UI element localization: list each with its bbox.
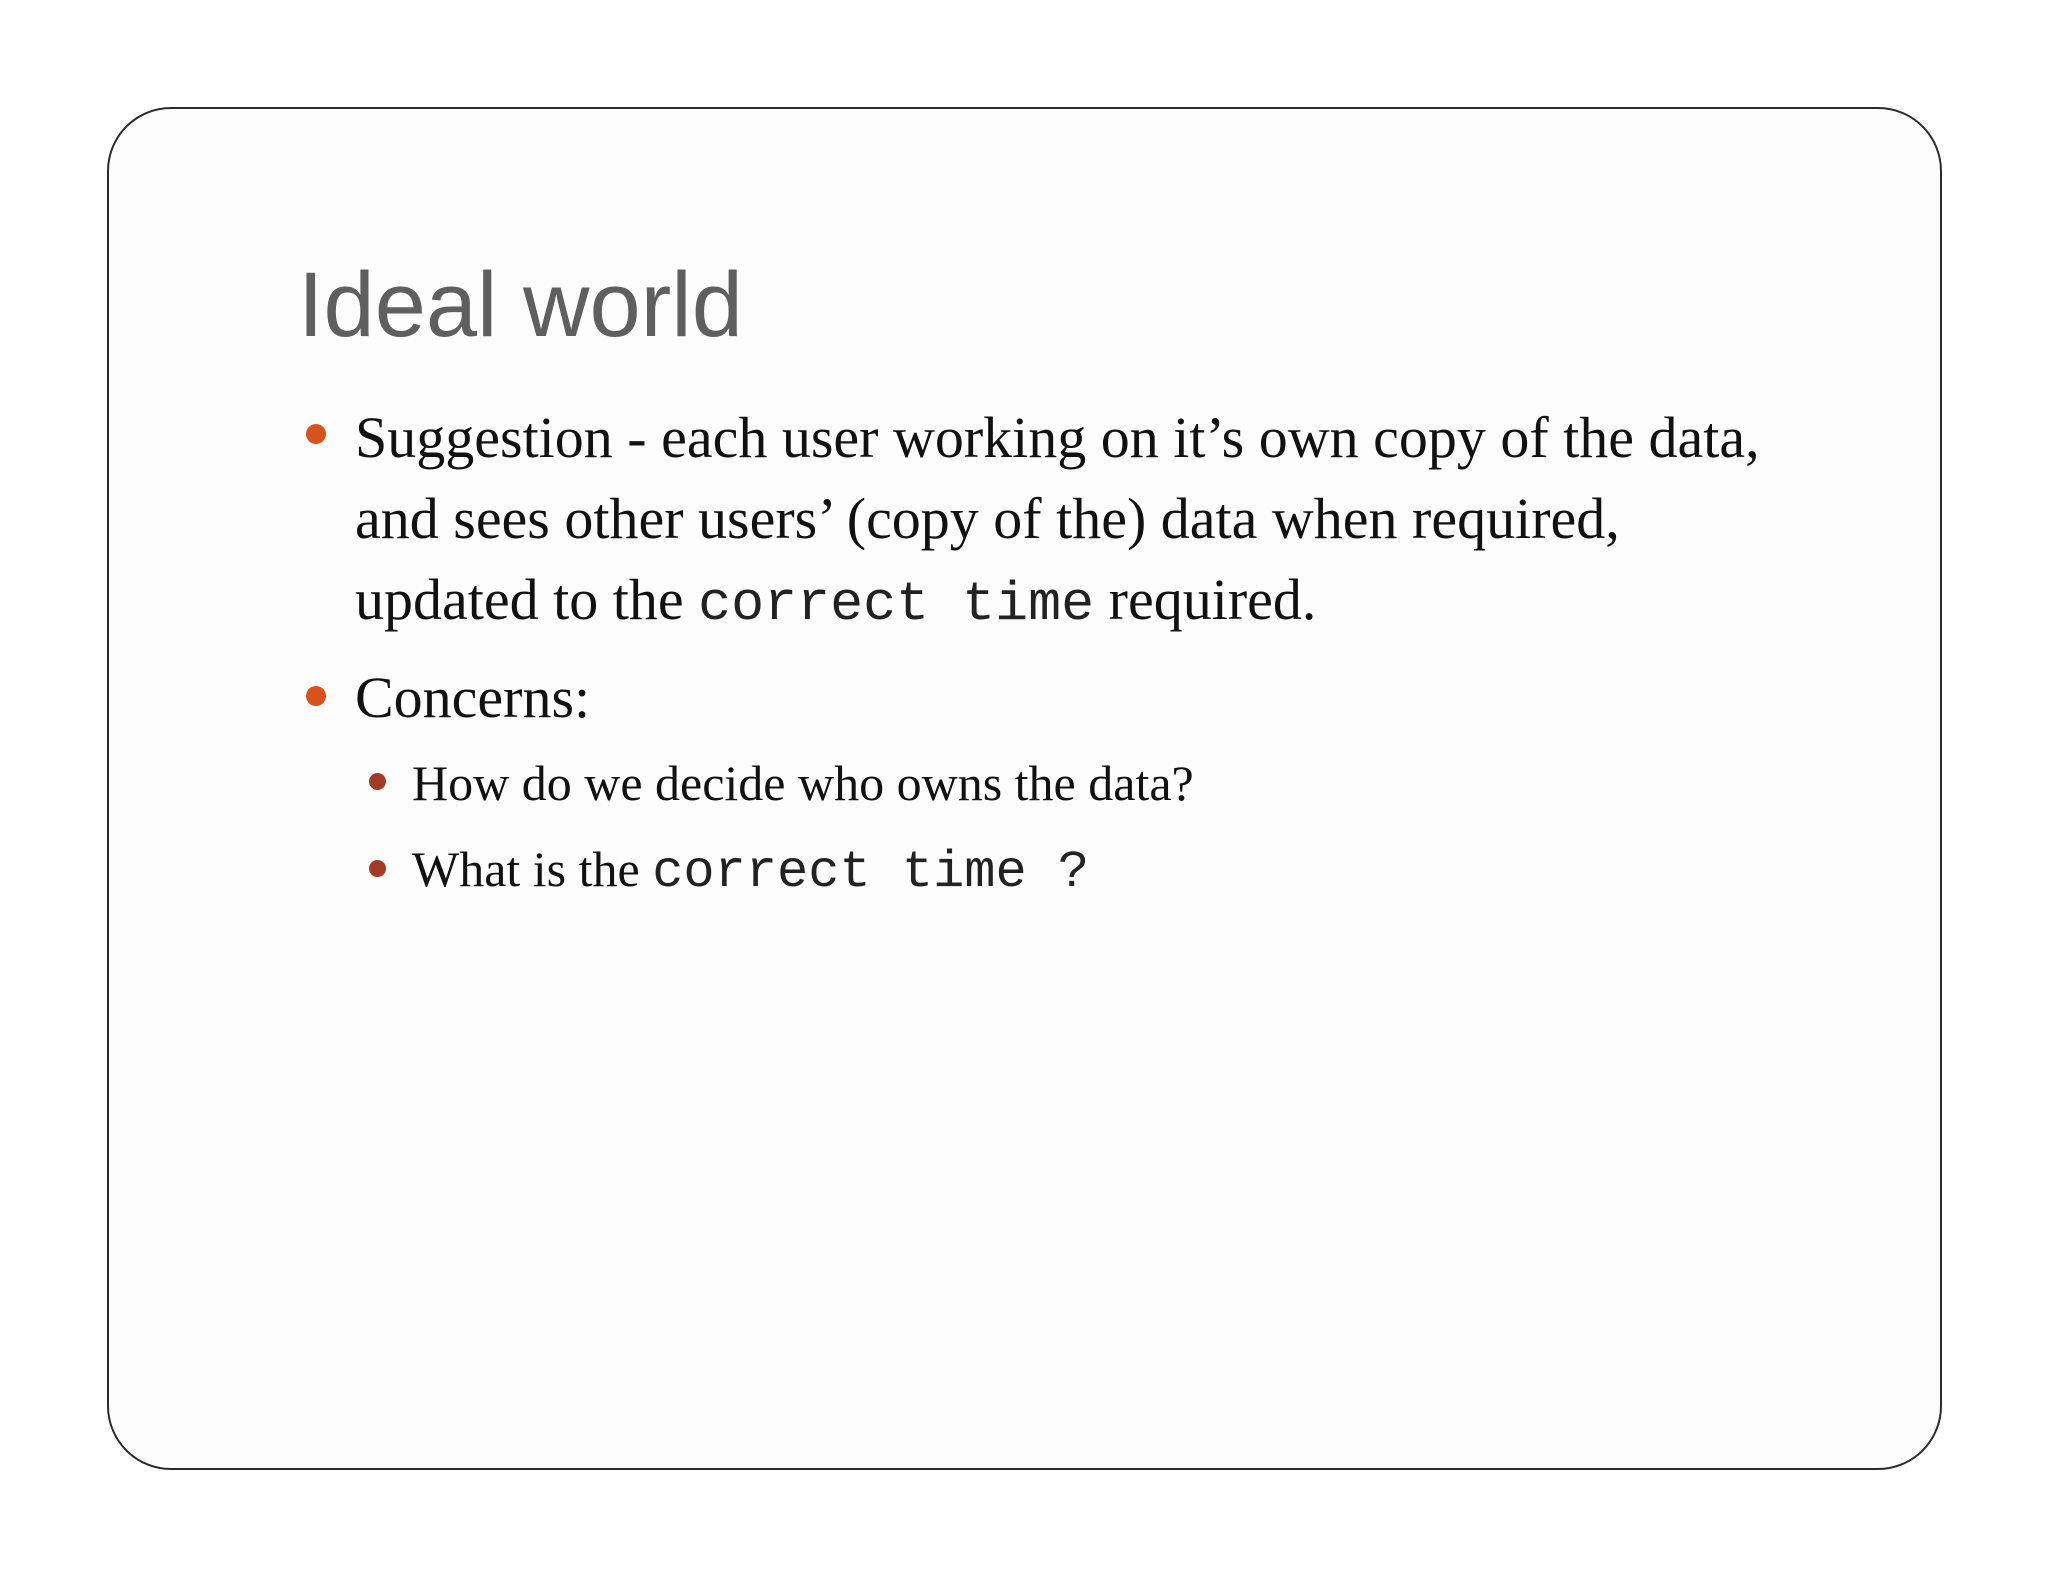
bullet-icon: [306, 424, 326, 444]
bullet-suggestion-line-3: [355, 566, 1316, 636]
bullet-suggestion-line-1: Suggestion - each user working on it’s own copy of the data,: [355, 405, 1760, 470]
sub-bullet-correct-time: [412, 840, 1089, 902]
bullet-concerns: Concerns:: [355, 665, 591, 730]
code-correct-time: correct time: [698, 573, 1095, 636]
bullet-suggestion-line-2: and sees other users’ (copy of the) data when required,: [355, 486, 1620, 551]
bullet-icon: [306, 686, 326, 706]
sub-bullet-ownership: How do we decide who owns the data?: [412, 755, 1194, 811]
sub-bullet-correct-time-text: What is the: [412, 841, 653, 897]
bullet-suggestion-line-3-end: required.: [1094, 567, 1317, 632]
bullet-suggestion-line-3-text: updated to the: [355, 567, 699, 632]
sub-bullet-icon: [369, 773, 386, 790]
slide-title: Ideal world: [298, 254, 743, 356]
code-correct-time-question: correct time ?: [652, 843, 1090, 902]
sub-bullet-icon: [369, 860, 386, 877]
